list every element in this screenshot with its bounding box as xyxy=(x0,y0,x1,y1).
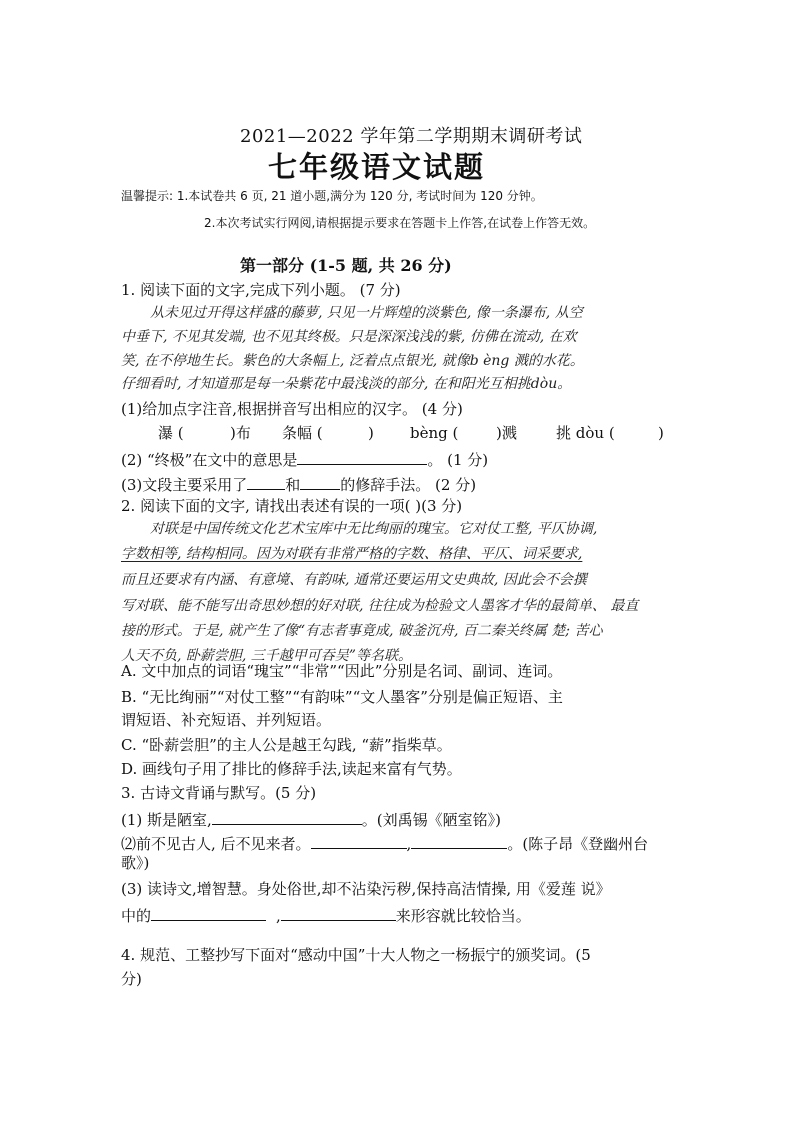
q4-stem-cont: 分) xyxy=(121,970,142,988)
q2-passage-line: 接的形式。于是, 就产生了像“有志者事竟成, 破釜沉舟, 百二秦关终属 楚; 苦心 xyxy=(121,623,603,639)
answer-blank[interactable] xyxy=(411,834,507,849)
answer-blank[interactable] xyxy=(151,906,266,921)
q2-passage-line: 人天不负, 卧薪尝胆, 三千越甲可吞吴”等名联。 xyxy=(121,648,412,664)
q2-option-d: D. 画线句子用了排比的修辞手法,读起来富有气势。 xyxy=(121,760,462,778)
subject-title: 七年级语文试题 xyxy=(268,150,486,184)
answer-blank[interactable] xyxy=(212,810,362,825)
q1-stem: 1. 阅读下面的文字,完成下列小题。 (7 分) xyxy=(121,281,401,299)
q3-sub3-cont: 中的 , 来形容就比较恰当。 xyxy=(121,907,531,925)
notice-line-1: 温馨提示: 1.本试卷共 6 页, 21 道小题,满分为 120 分, 考试时间为 120 分钟。 xyxy=(121,189,543,203)
q1-sub1-item: ) xyxy=(368,424,374,442)
q2-passage-line: 写对联、能不能写出奇思妙想的好对联, 往往成为检验文人墨客才华的最简单、 最直 xyxy=(121,598,639,614)
q2-passage-line: 而且还要求有内涵、有意境、有韵味, 通常还要运用文史典故, 因此会不会撰 xyxy=(121,572,587,588)
q2-option-b: B. “无比绚丽”“对仗工整”“有韵味”“文人墨客”分别是偏正短语、主 xyxy=(121,688,563,706)
q3-sub2: ⑵前不见古人, 后不见来者。 , 。(陈子昂《登幽州台 xyxy=(121,835,649,853)
answer-blank[interactable] xyxy=(281,906,396,921)
q2-option-a: A. 文中加点的词语“瑰宝”“非常”“因此”分别是名词、副词、连词。 xyxy=(121,662,563,680)
q3-stem: 3. 古诗文背诵与默写。(5 分) xyxy=(121,784,317,802)
answer-blank[interactable] xyxy=(297,450,427,465)
q1-passage-line: 仔细看时, 才知道那是每一朵紫花中最浅淡的部分, 在和阳光互相挑dòu。 xyxy=(121,376,572,392)
answer-blank[interactable] xyxy=(247,475,285,490)
q2-stem: 2. 阅读下面的文字, 请找出表述有误的一项( )(3 分) xyxy=(121,497,463,515)
q2-option-c: C. “卧薪尝胆”的主人公是越王勾践, “薪”指柴草。 xyxy=(121,736,452,754)
exam-title: 2021—2022 学年第二学期期末调研考试 xyxy=(240,126,583,147)
q2-passage-line: 对联是中国传统文化艺术宝库中无比绚丽的瑰宝。它对仗工整, 平仄协调, xyxy=(150,521,598,537)
q3-sub3: (3) 读诗文,增智慧。身处俗世,却不沾染污秽,保持高洁情操, 用《爱莲 说》 xyxy=(121,880,611,898)
q1-passage-line: 笑, 在不停地生长。紫色的大条幅上, 泛着点点银光, 就像b èng 溅的水花。 xyxy=(121,353,584,369)
q1-sub1-item: 条幅 ( xyxy=(282,424,323,442)
q1-sub1: (1)给加点字注音,根据拼音写出相应的汉字。 (4 分) xyxy=(121,400,463,418)
section-title: 第一部分 (1-5 题, 共 26 分) xyxy=(240,256,452,275)
q4-stem: 4. 规范、工整抄写下面对“感动中国”十大人物之一杨振宁的颁奖词。(5 xyxy=(121,946,591,964)
q1-sub1-item: )溅 xyxy=(496,424,517,442)
notice-line-2: 2.本次考试实行网阅,请根据提示要求在答题卡上作答,在试卷上作答无效。 xyxy=(204,216,596,230)
q1-sub1-item: bèng ( xyxy=(410,424,459,442)
q1-sub1-item: ) xyxy=(658,424,664,442)
q1-passage-line: 中垂下, 不见其发端, 也不见其终极。只是深深浅浅的紫, 仿佛在流动, 在欢 xyxy=(121,329,577,345)
answer-blank[interactable] xyxy=(300,475,340,490)
q1-sub1-item: 瀑 ( xyxy=(158,424,184,442)
q1-sub1-item: )布 xyxy=(230,424,251,442)
q1-sub2: (2) “终极”在文中的意思是 。 (1 分) xyxy=(121,451,489,469)
q2-option-b-cont: 谓短语、补充短语、并列短语。 xyxy=(121,711,332,729)
q1-sub1-item: 挑 dòu ( xyxy=(556,424,615,442)
q2-passage-line-underlined: 字数相等, 结构相同。因为对联有非常严格的字数、格律、平仄、词采要求, xyxy=(121,546,583,562)
q3-sub2-cont: 歌》) xyxy=(121,854,150,872)
q1-passage-line: 从未见过开得这样盛的藤萝, 只见一片辉煌的淡紫色, 像一条瀑布, 从空 xyxy=(150,305,583,321)
answer-blank[interactable] xyxy=(311,834,407,849)
q3-sub1: (1) 斯是陋室, 。(刘禹锡《陋室铭》) xyxy=(121,811,502,829)
q1-sub3: (3)文段主要采用了 和 的修辞手法。 (2 分) xyxy=(121,476,477,494)
